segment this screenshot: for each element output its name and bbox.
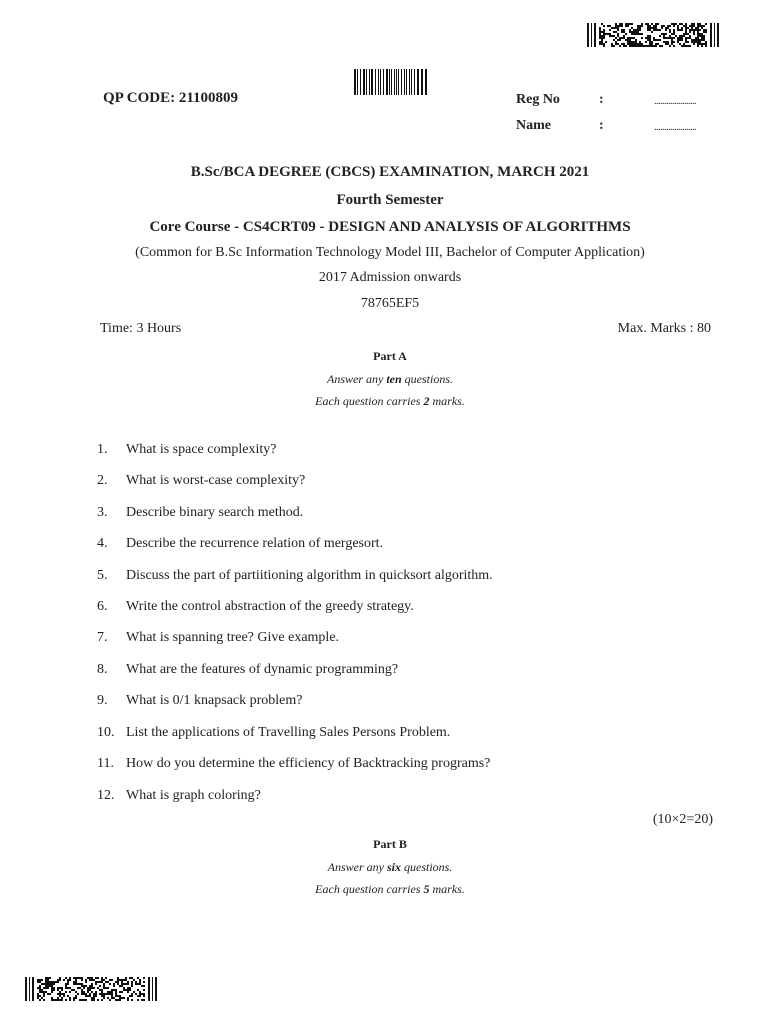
- max-marks: Max. Marks : 80: [617, 321, 711, 336]
- question-number: 2.: [97, 473, 108, 488]
- question-number: 7.: [97, 630, 108, 645]
- part-b-title: Part B: [373, 837, 407, 851]
- part-a-instruction-2: Each question carries 2 marks.: [315, 394, 465, 408]
- question-text: How do you determine the efficiency of Backtracking programs?: [126, 756, 491, 771]
- question-number: 8.: [97, 662, 108, 677]
- reg-no-colon: :: [599, 92, 604, 107]
- semester: Fourth Semester: [336, 192, 444, 208]
- question-item: [97, 725, 450, 741]
- course-title: Core Course - CS4CRT09 - DESIGN AND ANALYSIS OF ALGORITHMS: [149, 219, 631, 235]
- question-number: 9.: [97, 693, 108, 708]
- reg-no-label: Reg No: [516, 92, 560, 107]
- question-number: 4.: [97, 536, 108, 551]
- question-item: [97, 788, 261, 804]
- name-colon: :: [599, 118, 604, 133]
- common-for: (Common for B.Sc Information Technology Model III, Bachelor of Computer Application): [135, 245, 645, 260]
- question-text: What is worst-case complexity?: [126, 473, 306, 488]
- question-text: What is 0/1 knapsack problem?: [126, 693, 303, 708]
- question-number: 1.: [97, 442, 108, 457]
- question-number: 3.: [97, 505, 108, 520]
- question-text: What is space complexity?: [126, 442, 277, 457]
- question-text: What are the features of dynamic programming?: [126, 662, 399, 677]
- question-item: [97, 473, 305, 489]
- question-item: [97, 630, 339, 646]
- part-b-instruction-1: Answer any six questions.: [327, 860, 453, 874]
- question-number: 5.: [97, 568, 108, 583]
- question-number: 11.: [97, 756, 114, 771]
- name-label: Name: [516, 118, 551, 133]
- question-item: [97, 756, 490, 772]
- time-allowed: Time: 3 Hours: [100, 321, 182, 336]
- question-text: Describe the recurrence relation of mergesort.: [126, 536, 384, 551]
- question-item: [97, 568, 493, 584]
- question-item: [97, 505, 303, 521]
- question-text: What is spanning tree? Give example.: [126, 630, 340, 645]
- question-text: List the applications of Travelling Sales Persons Problem.: [126, 725, 451, 740]
- admission: 2017 Admission onwards: [318, 270, 462, 285]
- part-a-title: Part A: [373, 349, 407, 363]
- part-a-total: (10×2=20): [652, 812, 713, 827]
- question-text: Discuss the part of partiitioning algorithm in quicksort algorithm.: [126, 568, 493, 583]
- question-item: [97, 693, 303, 709]
- top-right-barcode: [587, 23, 719, 47]
- question-item: [97, 662, 398, 678]
- paper-code: 78765EF5: [360, 296, 420, 311]
- question-item: [97, 599, 414, 615]
- question-number: 6.: [97, 599, 108, 614]
- question-text: What is graph coloring?: [126, 788, 261, 803]
- center-barcode: [353, 69, 429, 95]
- question-number: 10.: [97, 725, 115, 740]
- question-number: 12.: [97, 788, 115, 803]
- exam-title: B.Sc/BCA DEGREE (CBCS) EXAMINATION, MARCH 2021: [190, 164, 590, 180]
- part-a-instruction-1: Answer any ten questions.: [326, 372, 453, 386]
- bottom-left-barcode: [25, 977, 157, 1001]
- question-item: [97, 536, 383, 552]
- question-item: [97, 442, 276, 458]
- name-field: .....................: [654, 122, 696, 133]
- question-text: Write the control abstraction of the greedy strategy.: [126, 599, 414, 614]
- reg-no-field: .....................: [654, 96, 696, 107]
- qp-code: QP CODE: 21100809: [103, 90, 239, 106]
- question-text: Describe binary search method.: [126, 505, 304, 520]
- part-b-instruction-2: Each question carries 5 marks.: [315, 882, 465, 896]
